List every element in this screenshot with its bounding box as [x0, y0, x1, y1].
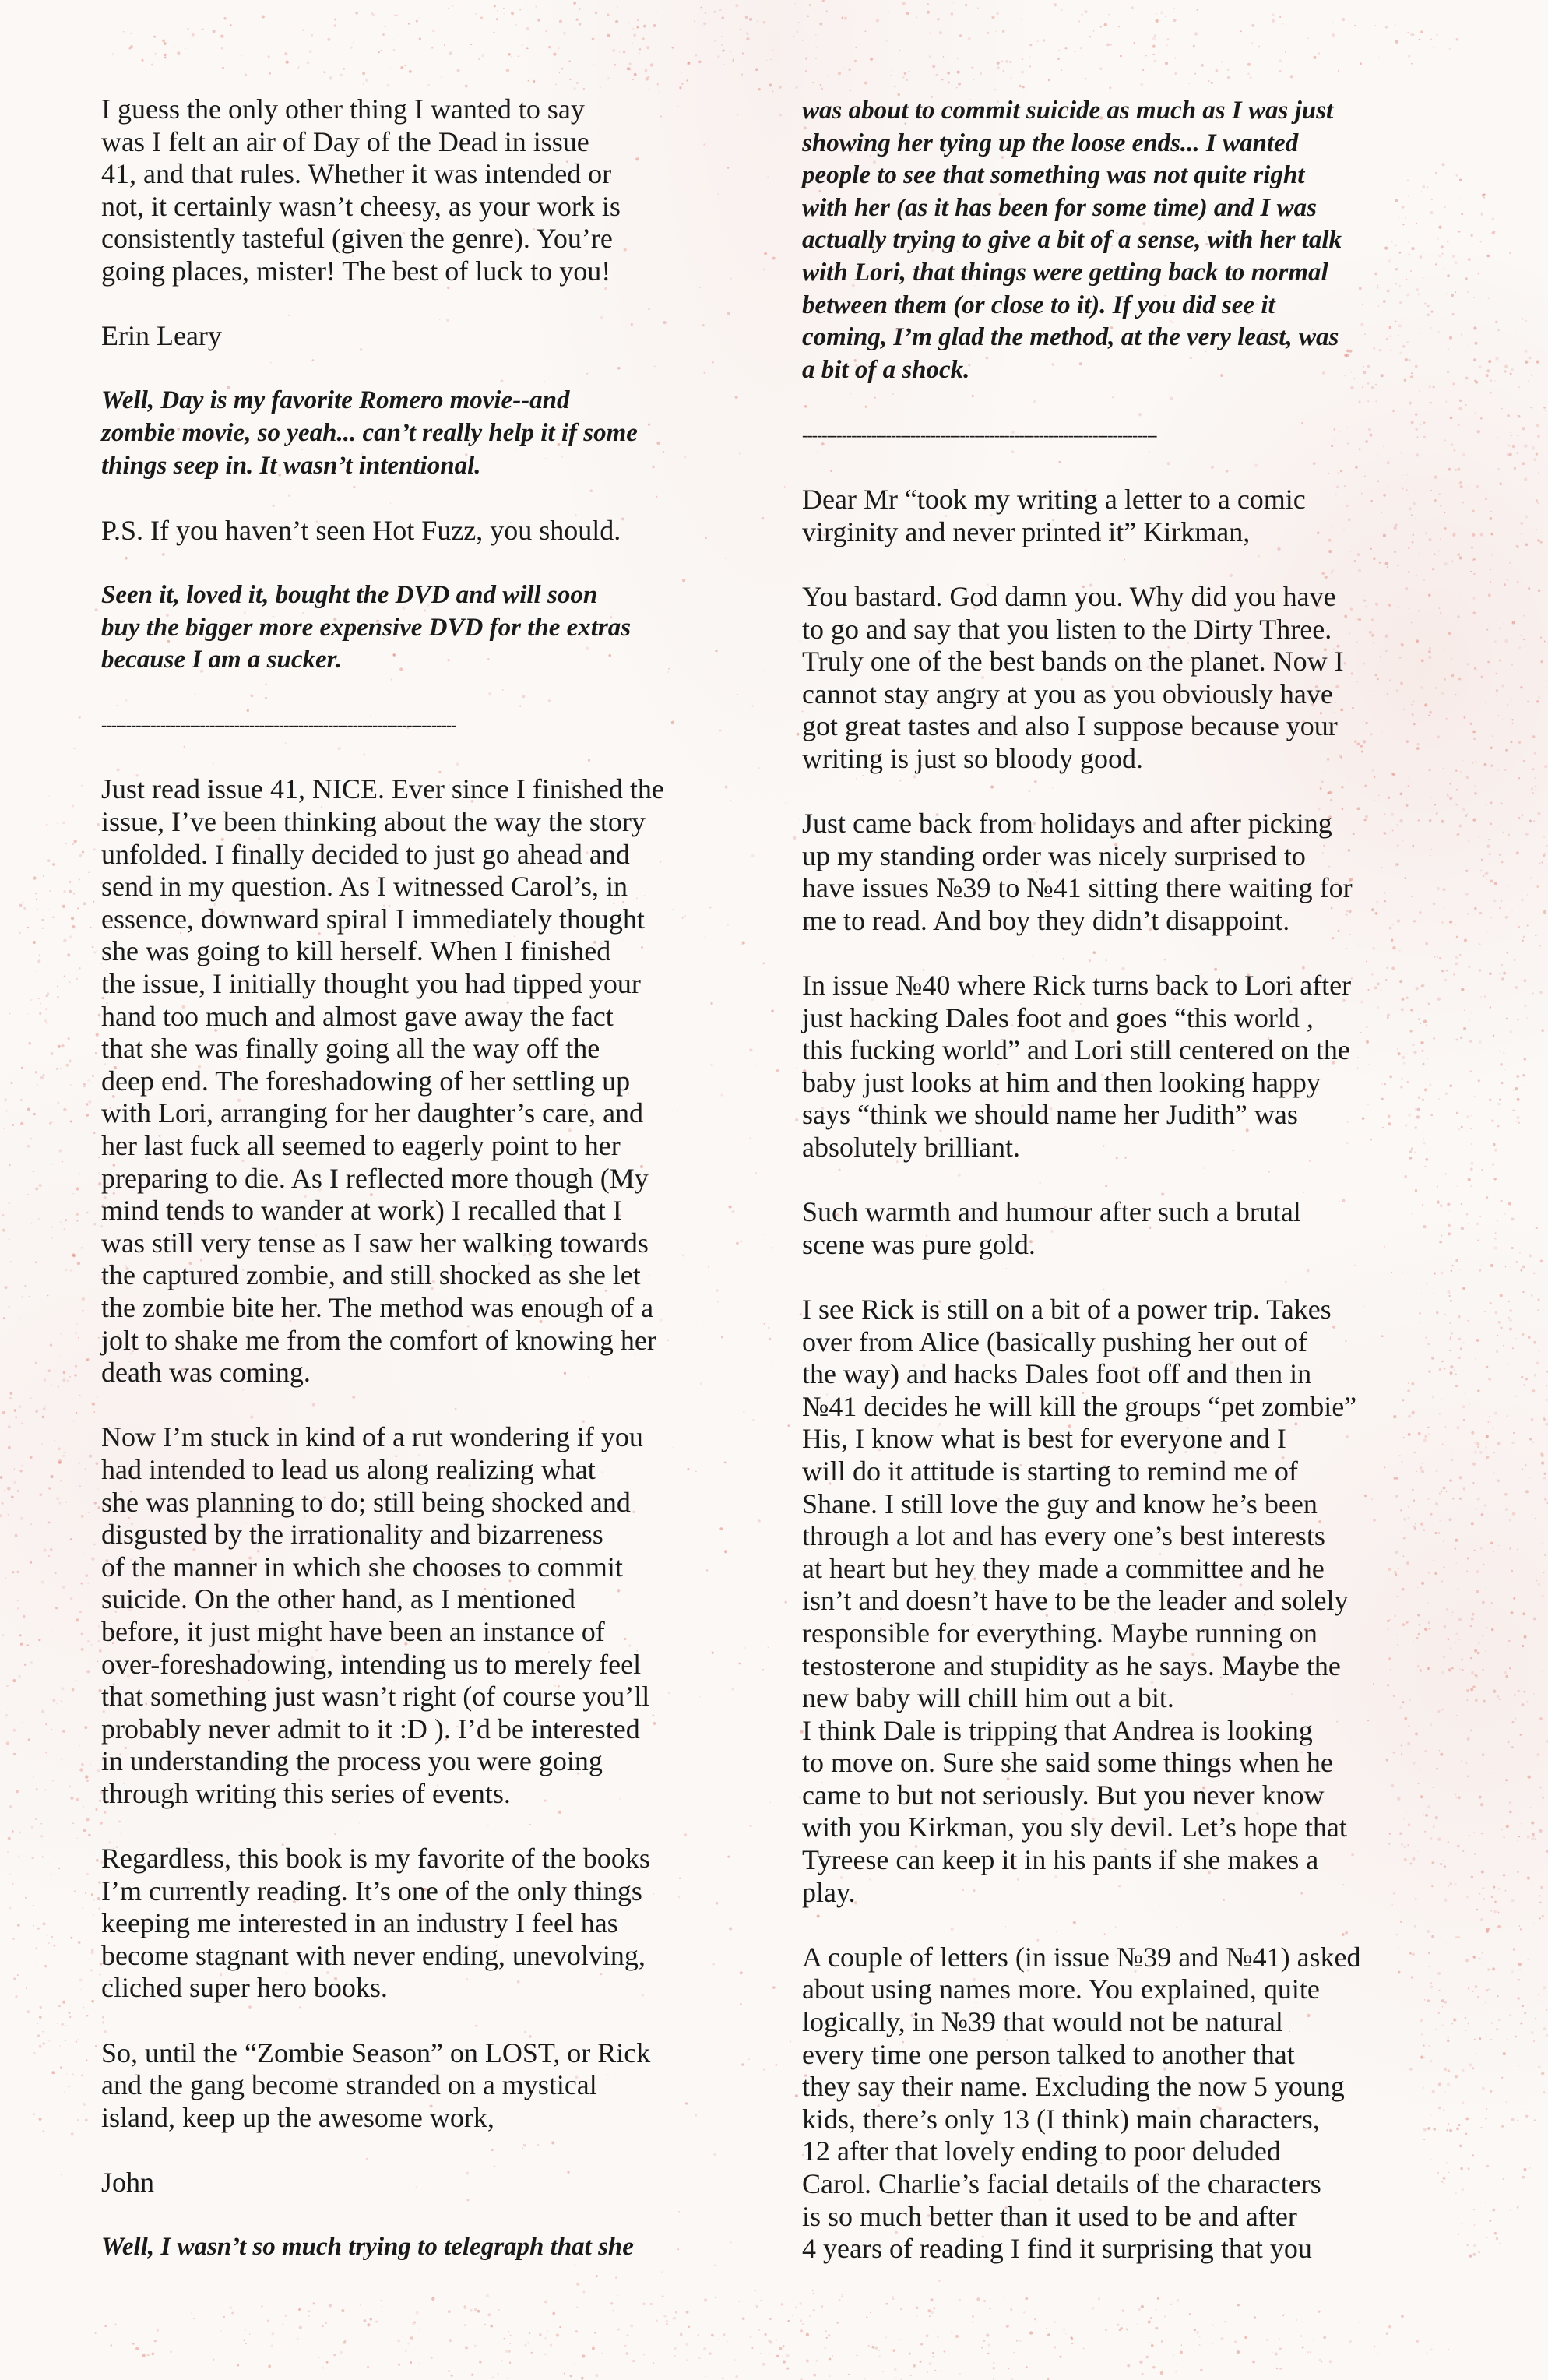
right-column — [802, 95, 1456, 2266]
section-divider: ------------------------------------------------------------------------ — [101, 715, 456, 735]
letter-salutation: Dear Mr “took my writing a letter to a comic virginity and never printed it” Kirkman, — [802, 484, 1306, 547]
letter-paragraph: In issue №40 where Rick turns back to Lori after just hacking Dales foot and goes “this world , this fucking world” and Lori still centered on the baby just looks at him and then looking happy says “think we should name her Judith” was absolutely brilliant. — [802, 970, 1352, 1163]
letter-paragraph: So, until the “Zombie Season” on LOST, or Rick and the gang become stranded on a mystical island, keep up the awesome work, — [101, 2037, 651, 2133]
letter-paragraph: Just came back from holidays and after picking up my standing order was nicely surprised to have issues №39 to №41 sitting there waiting for me to read. And boy they didn’t disappoint. — [802, 808, 1353, 936]
editor-reply: Seen it, loved it, bought the DVD and will soon buy the bigger more expensive DVD for the extras because I am a sucker. — [101, 580, 632, 674]
letter-signature: Erin Leary — [101, 320, 222, 352]
letter-paragraph: A couple of letters (in issue №39 and №41) asked about using names more. You explained, quite logically, in №39 that would not be natural every time one person talked to another that they say their name. Excluding the now 5 young kids, there’s only 13 (I think) main characters, 12 after that lovely ending to poor deluded Carol. Charlie’s facial details of the characters is so much better than it used to be and after 4 years of reading I find it surprising that you — [802, 1941, 1361, 2265]
letter-signature: John — [101, 2167, 155, 2198]
letter-paragraph: Such warmth and humour after such a brutal scene was pure gold. — [802, 1196, 1301, 1260]
section-divider: ------------------------------------------------------------------------ — [802, 424, 1157, 445]
letter-paragraph: Now I’m stuck in kind of a rut wondering if you had intended to lead us along realizing what she was planning to do; still being shocked and disgusted by the irrationality and bizarreness of the manner in which she chooses to commit suicide. On the other hand, as I mentioned before, it just might have been an instance of over-foreshadowing, intending us to merely feel that something just wasn’t right (of course you’ll probably never admit to it :D ). I’d be interested in understanding the process you were going through writing this series of events. — [101, 1421, 650, 1809]
editor-reply: was about to commit suicide as much as I was just showing her tying up the loose ends... I wanted people to see that something was not quite right with her (as it has been for some time) and I was actually trying to give a bit of a sense, with her talk with Lori, that things were getting back to normal between them (or close to it). If you did see it coming, I’m glad the method, at the very least, was a bit of a shock. — [802, 97, 1342, 384]
letter-postscript: P.S. If you haven’t seen Hot Fuzz, you should. — [101, 514, 621, 546]
letter-paragraph: Regardless, this book is my favorite of the books I’m currently reading. It’s one of the only things keeping me interested in an industry I feel has become stagnant with never ending, unevolving, cliched super hero books. — [101, 1843, 650, 2004]
editor-reply: Well, I wasn’t so much trying to telegraph that she — [101, 2233, 634, 2262]
editor-reply: Well, Day is my favorite Romero movie--and zombie movie, so yeah... can’t really help it if some things seep in. It wasn’t intentional. — [101, 386, 638, 480]
letter-paragraph: Just read issue 41, NICE. Ever since I finished the issue, I’ve been thinking about the way the story unfolded. I finally decided to just go ahead and send in my question. As I witnessed Carol’s, in essence, downward spiral I immediately thought she was going to kill herself. When I finished the issue, I initially thought you had tipped your hand too much and almost gave away the fact that she was finally going all the way off the deep end. The foreshadowing of her settling up with Lori, arranging for her daughter’s care, and her last fuck all seemed to eagerly point to her preparing to die. As I reflected more though (My mind tends to wander at work) I recalled that I was still very tense as I saw her walking towards the captured zombie, and still shocked as she let the zombie bite her. The method was enough of a jolt to shake me from the comfort of knowing her death was coming. — [101, 773, 664, 1389]
letter-paragraph: I guess the only other thing I wanted to say was I felt an air of Day of the Dead in issue 41, and that rules. Whether it was intended or not, it certainly wasn’t cheesy, as your work is consistently tasteful (given the genre). You’re going places, mister! The best of luck to you! — [101, 93, 621, 287]
letter-paragraph: You bastard. God damn you. Why did you have to go and say that you listen to the Dirty Three. Truly one of the best bands on the planet. Now I cannot stay angry at you as you obviously have got great tastes and also I suppose because your writing is just so bloody good. — [802, 580, 1344, 774]
letter-paragraph: I see Rick is still on a bit of a power trip. Takes over from Alice (basically pushing her out of the way) and hacks Dales foot off and then in №41 decides he will kill the groups “pet zombie” His, I know what is best for everyone and I will do it attitude is starting to remind me of Shane. I still love the guy and know he’s been through a lot and has every one’s best interests at heart but hey they made a committee and he isn’t and doesn’t have to be the leader and solely responsible for everything. Maybe running on testosterone and stupidity as he says. Maybe the new baby will chill him out a bit. I think Dale is tripping that Andrea is looking to move on. Sure she said some things when he came to but not seriously. But you never know with you Kirkman, you sly devil. Let’s hope that Tyreese can keep it in his pants if she makes a play. — [802, 1293, 1357, 1908]
left-column — [101, 93, 771, 2264]
